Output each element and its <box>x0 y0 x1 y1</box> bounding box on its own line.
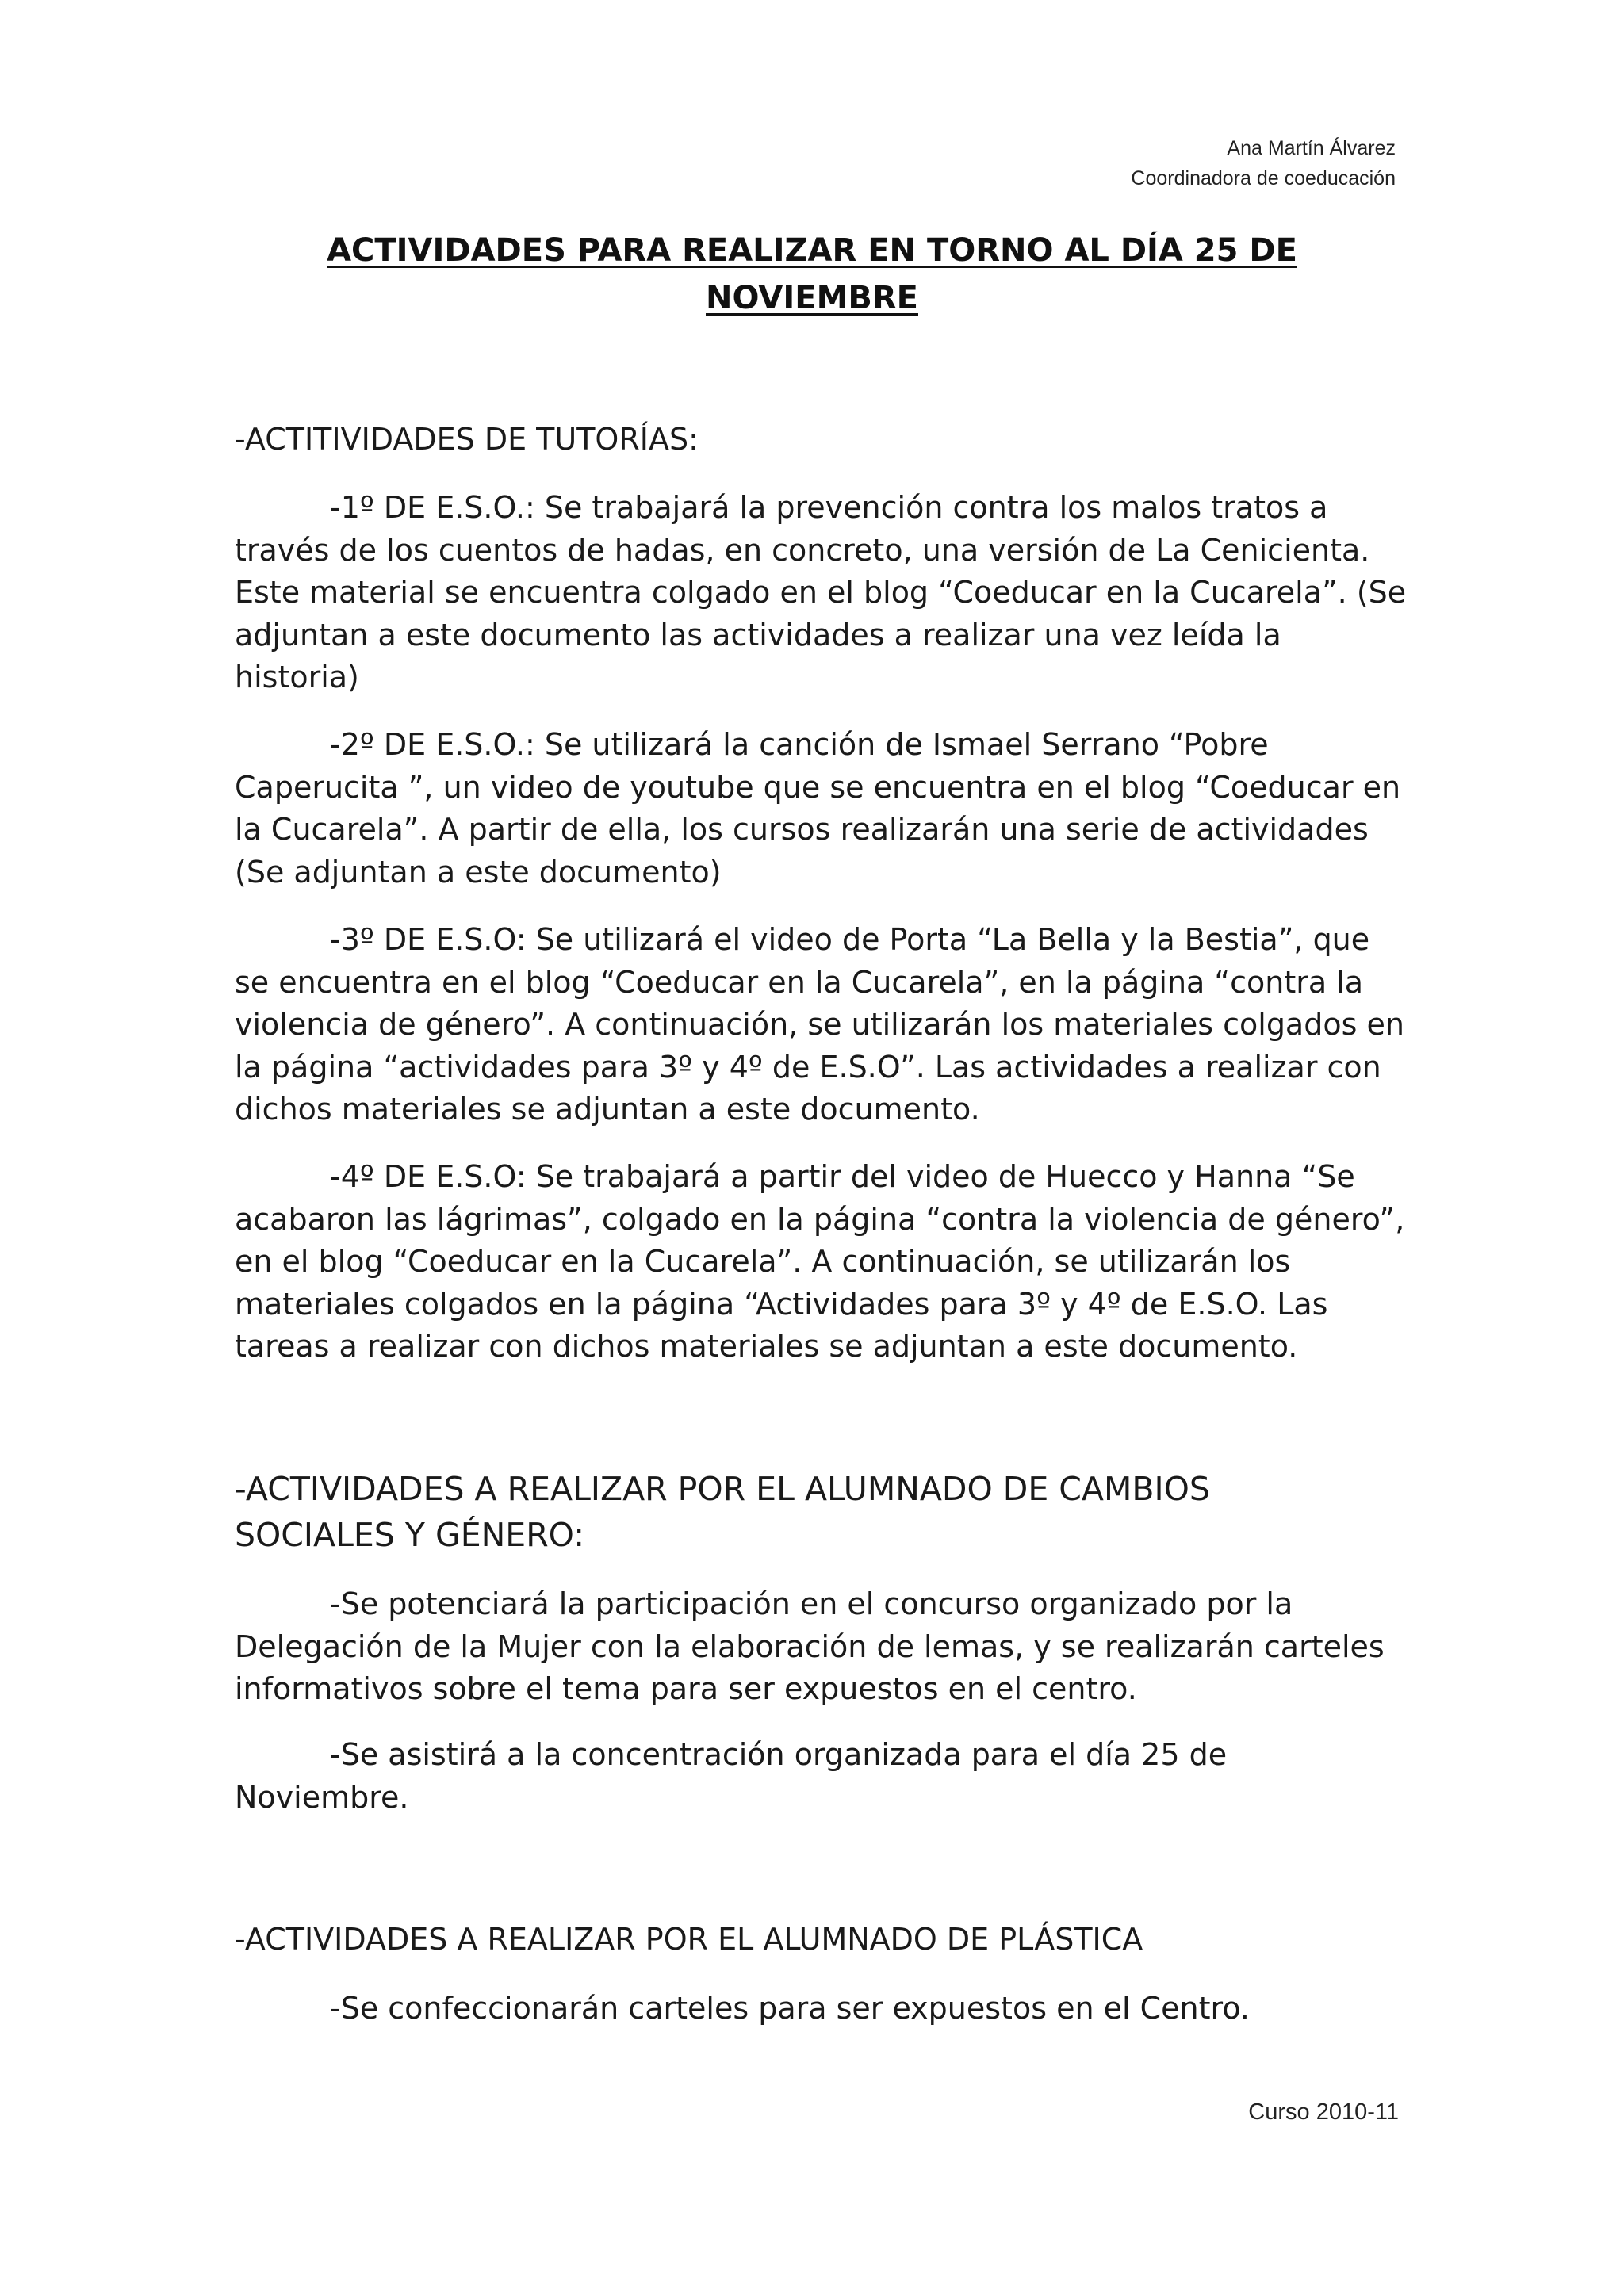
page-header <box>1131 133 1396 193</box>
paragraph-3-eso: -3º DE E.S.O: Se utilizará el video de Porta “La Bella y la Bestia”, que se encuentra en el blog “Coeducar en la Cucarela”, en la página “contra la violencia de género”. A continuación, se utilizarán los materiales colgados en la página “actividades para 3º y 4º de E.S.O”. Las actividades a realizar con dichos materiales se adjuntan a este documento. <box>235 922 1404 1127</box>
author-role: Coordinadora de coeducación <box>1131 167 1396 189</box>
paragraph-cambios-1: -Se potenciará la participación en el concurso organizado por la Delegación de la Mujer con la elaboración de lemas, y se realizarán carteles informativos sobre el tema para ser expuestos en el centro. <box>235 1586 1385 1706</box>
section-heading-plastica: -ACTIVIDADES A REALIZAR POR EL ALUMNADO DE PLÁSTICA <box>235 1922 1143 1957</box>
document-title <box>235 227 1389 322</box>
section-heading-tutorias: -ACTITIVIDADES DE TUTORÍAS: <box>235 422 699 457</box>
paragraph-cambios-2: -Se asistirá a la concentración organizada para el día 25 de Noviembre. <box>235 1737 1228 1815</box>
paragraph-1-eso: -1º DE E.S.O.: Se trabajará la prevención contra los malos tratos a través de los cuentos de hadas, en concreto, una versión de La Cenicienta. Este material se encuentra colgado en el blog “Coeducar en la Cucarela”. (Se adjuntan a este documento las actividades a realizar una vez leída la historia) <box>235 490 1407 695</box>
paragraph-4-eso: -4º DE E.S.O: Se trabajará a partir del video de Huecco y Hanna “Se acabaron las lágrimas”, colgado en la página “contra la violencia de género”, en el blog “Coeducar en la Cucarela”. A continuación, se utilizarán los materiales colgados en la página “Actividades para 3º y 4º de E.S.O. Las tareas a realizar con dichos materiales se adjuntan a este documento. <box>235 1159 1405 1364</box>
section-heading-cambios-sociales: -ACTIVIDADES A REALIZAR POR EL ALUMNADO DE CAMBIOS SOCIALES Y GÉNERO: <box>235 1470 1210 1554</box>
paragraph-2-eso: -2º DE E.S.O.: Se utilizará la canción de Ismael Serrano “Pobre Caperucita ”, un video de youtube que se encuentra en el blog “Coeducar en la Cucarela”. A partir de ella, los cursos realizarán una serie de actividades (Se adjuntan a este documento) <box>235 727 1401 890</box>
page-footer-course: Curso 2010-11 <box>1248 2099 1399 2125</box>
author-name: Ana Martín Álvarez <box>1227 137 1396 159</box>
paragraph-plastica-1: -Se confeccionarán carteles para ser expuestos en el Centro. <box>330 1991 1250 2026</box>
document-title-line-2: NOVIEMBRE <box>706 280 918 316</box>
document-title-line-1: ACTIVIDADES PARA REALIZAR EN TORNO AL DÍA 25 DE <box>327 232 1297 269</box>
